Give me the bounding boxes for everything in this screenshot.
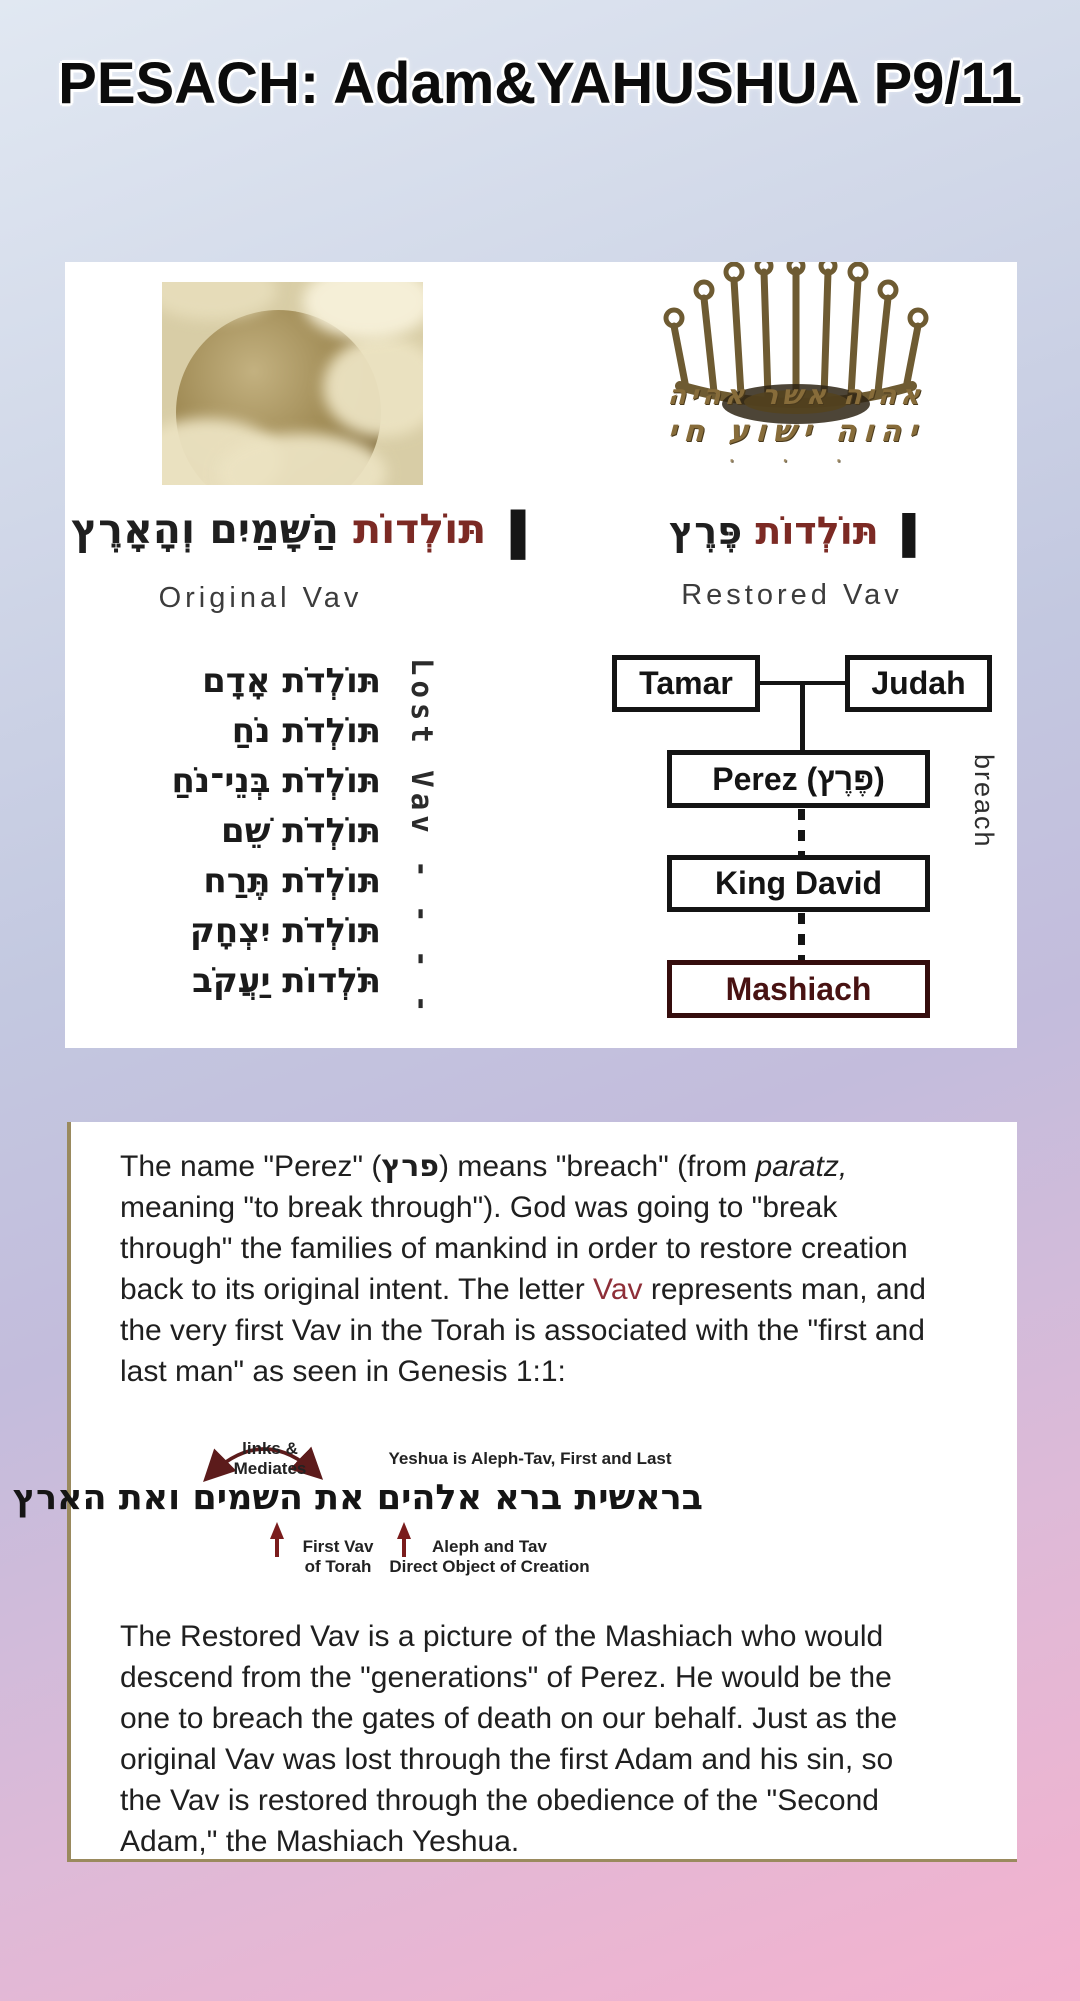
- toledot-list-item: תּוֹלְדֹת שֵׁם: [221, 811, 381, 851]
- page-title: PESACH: Adam&YAHUSHUA P9/11: [58, 51, 1022, 116]
- first-vav-label: [288, 1537, 388, 1577]
- crown-script-line: · · ·: [728, 454, 864, 469]
- earth-clouds-image: [162, 282, 423, 485]
- toledot-list-item: תּוֹלְדֹת נֹחַ: [231, 711, 381, 751]
- toledot-list-item: תֹּלְדוֹת יַעֲקֹב: [192, 961, 381, 1001]
- note-line: Mediates: [233, 1459, 307, 1478]
- yeshua-aleph-tav-note: Yeshua is Aleph-Tav, First and Last: [388, 1449, 672, 1468]
- restored-vav-paragraph: The Restored Vav is a picture of the Mashiach who would descend from the "generations" of Perez. He would be the one to breach the gates of death on our behalf. Just as the original Vav was lost through the first Adam and his sin, so the Vav is restored through the obedience of the "Second Adam," the Mashiach Yeshua.: [120, 1620, 898, 1858]
- text-segment: The name "Perez" (: [120, 1150, 382, 1183]
- crown-image: [650, 262, 942, 494]
- tree-connector-vertical: [800, 681, 805, 750]
- note-line: links &: [242, 1439, 298, 1458]
- tree-dotted-connector: [798, 913, 805, 960]
- original-vav-caption: [71, 475, 534, 582]
- genesis-diagram: [12, 1420, 940, 1592]
- hebrew-perez-word: פרץ: [381, 1149, 440, 1184]
- text-segment: ) means "breach" (from: [439, 1150, 756, 1183]
- toledot-list-item: תּוֹלְדֹת בְּנֵי־נֹחַ: [171, 761, 381, 801]
- text-segment: meaning "to break through"). God was going to "break through" the families of mankind in order to restore creation back to its original intent. The letter: [120, 1191, 908, 1306]
- note-line: Direct Object of Creation: [389, 1557, 590, 1576]
- toledot-list-item: תּוֹלְדֹת יִצְחָק: [189, 911, 381, 951]
- explanation-panel: [12, 1122, 1017, 1862]
- tree-box-perez: Perez (פֶּרֶץ): [667, 750, 930, 808]
- lost-vav-vertical-label: Lost Vav - - - -: [405, 658, 439, 1018]
- tree-dotted-connector: [798, 809, 805, 855]
- phrase-rest: הַשָּׁמַיִם וְהָאָרֶץ: [71, 504, 339, 553]
- tree-box-king-david: King David: [667, 855, 930, 912]
- perez-paragraph: [120, 1146, 926, 1392]
- text-segment: represents man, and the very first Vav in the Torah is associated with the "first and last man" as seen in Genesis 1:1:: [120, 1273, 926, 1388]
- note-line: First Vav: [302, 1537, 374, 1556]
- big-vav-letter: ו: [894, 483, 923, 578]
- crown-script-line: יהוה ישוע חי: [666, 414, 926, 449]
- aleph-tav-label: [382, 1537, 597, 1577]
- restored-vav-caption: [660, 483, 932, 578]
- tree-box-judah: Judah: [845, 655, 992, 712]
- breach-vertical-label: breach: [969, 754, 999, 849]
- paratz-italic: paratz,: [755, 1150, 848, 1183]
- vav-comparison-panel: [65, 262, 1017, 1048]
- toledot-word: תּוֹלְדוֹת: [353, 504, 487, 553]
- crown-script-line: אהיה אשר אהיה: [666, 380, 926, 411]
- genesis-verse-hebrew: בראשית ברא אלהים את השמים ואת הארץ: [12, 1478, 703, 1518]
- original-vav-label: Original Vav: [158, 582, 363, 614]
- note-line: of Torah: [304, 1557, 372, 1576]
- toledot-word: תּוֹלְדוֹת: [755, 508, 879, 553]
- phrase-rest: פֶּרֶץ: [669, 508, 743, 553]
- toledot-list: [105, 656, 381, 1006]
- hebrew-phrase: [669, 509, 879, 553]
- hebrew-phrase: [71, 505, 486, 553]
- tree-box-mashiach: Mashiach: [667, 960, 930, 1018]
- note-line: Aleph and Tav: [432, 1537, 547, 1556]
- vav-red-word: Vav: [593, 1273, 643, 1306]
- restored-vav-label: Restored Vav: [681, 579, 903, 611]
- toledot-list-item: תּוֹלְדֹת תֶּרַח: [203, 861, 381, 901]
- big-vav-letter: ו: [502, 475, 534, 582]
- tree-box-tamar: Tamar: [612, 655, 760, 712]
- toledot-list-item: תּוֹלְדֹת אָדָם: [202, 661, 381, 701]
- links-mediates-note: [215, 1439, 325, 1479]
- first-vav-up-arrow: [270, 1522, 284, 1557]
